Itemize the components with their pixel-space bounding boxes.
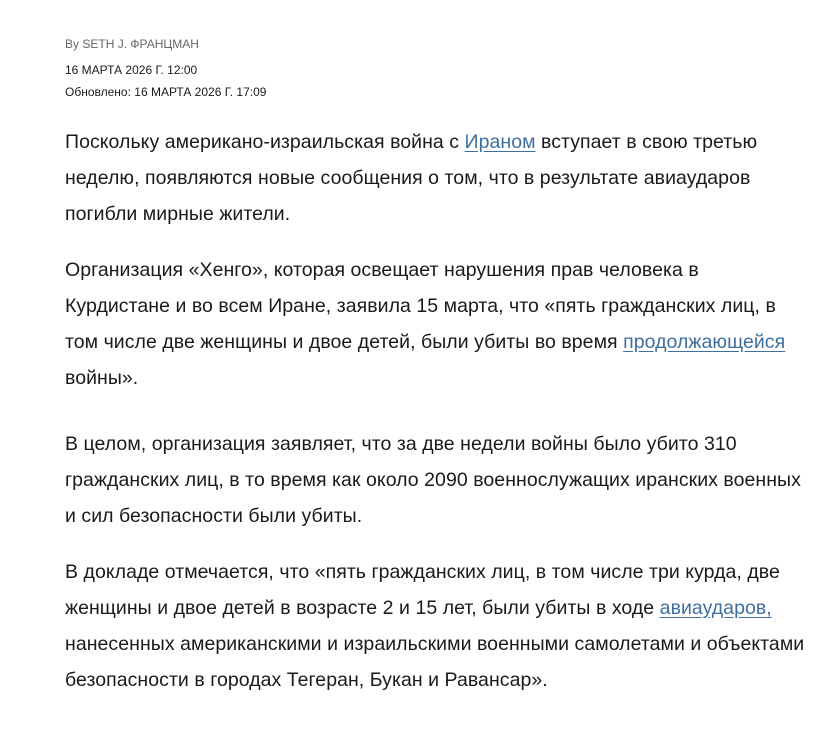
paragraph-2-text-end: войны». (65, 367, 139, 389)
article-body (65, 36, 805, 698)
updated-date (65, 84, 805, 100)
paragraph-3: В целом, организация заявляет, что за две недели войны было убито 310 гражданских лиц, в то время как около 2090 военнослужащих иранских военных и сил безопасности были убиты. (65, 433, 801, 527)
link-iran[interactable]: Ираном (464, 131, 536, 153)
byline-prefix: By (65, 37, 80, 51)
paragraph-2-text-start: Организация «Хенго», которая освещает нарушения прав человека в Курдистане и во всем Иране, заявила 15 марта, что «пять гражданских лиц, в том числе две женщины и двое детей, были убиты во время (65, 259, 776, 353)
paragraph-2 (65, 252, 805, 396)
link-airstrikes[interactable]: авиаударов, (659, 597, 772, 619)
updated-label: Обновлено: (65, 85, 131, 99)
paragraph-4 (65, 554, 805, 698)
link-ongoing[interactable]: продолжающейся (623, 331, 786, 353)
paragraph-4-text-start: В докладе отмечается, что «пять гражданских лиц, в том числе три курда, две женщины и двое детей в возрасте 2 и 15 лет, были убиты в ходе (65, 561, 780, 619)
paragraph-1-text-end: вступает в свою третью неделю, появляются новые сообщения о том, что в результате авиаударов погибли мирные жители. (65, 131, 758, 225)
byline (65, 36, 805, 54)
paragraph-4-text-end: нанесенных американскими и израильскими военными самолетами и объектами безопасности в городах Тегеран, Букан и Равансар». (65, 633, 805, 691)
author-name[interactable]: SETH J. ФРАНЦМАН (82, 37, 199, 51)
publish-date: 16 МАРТА 2026 Г. 12:00 (65, 63, 198, 77)
updated-value: 16 МАРТА 2026 Г. 17:09 (134, 85, 267, 99)
paragraph-1-text-start: Поскольку американо-израильская война с (65, 131, 465, 153)
paragraph-1 (65, 124, 805, 232)
